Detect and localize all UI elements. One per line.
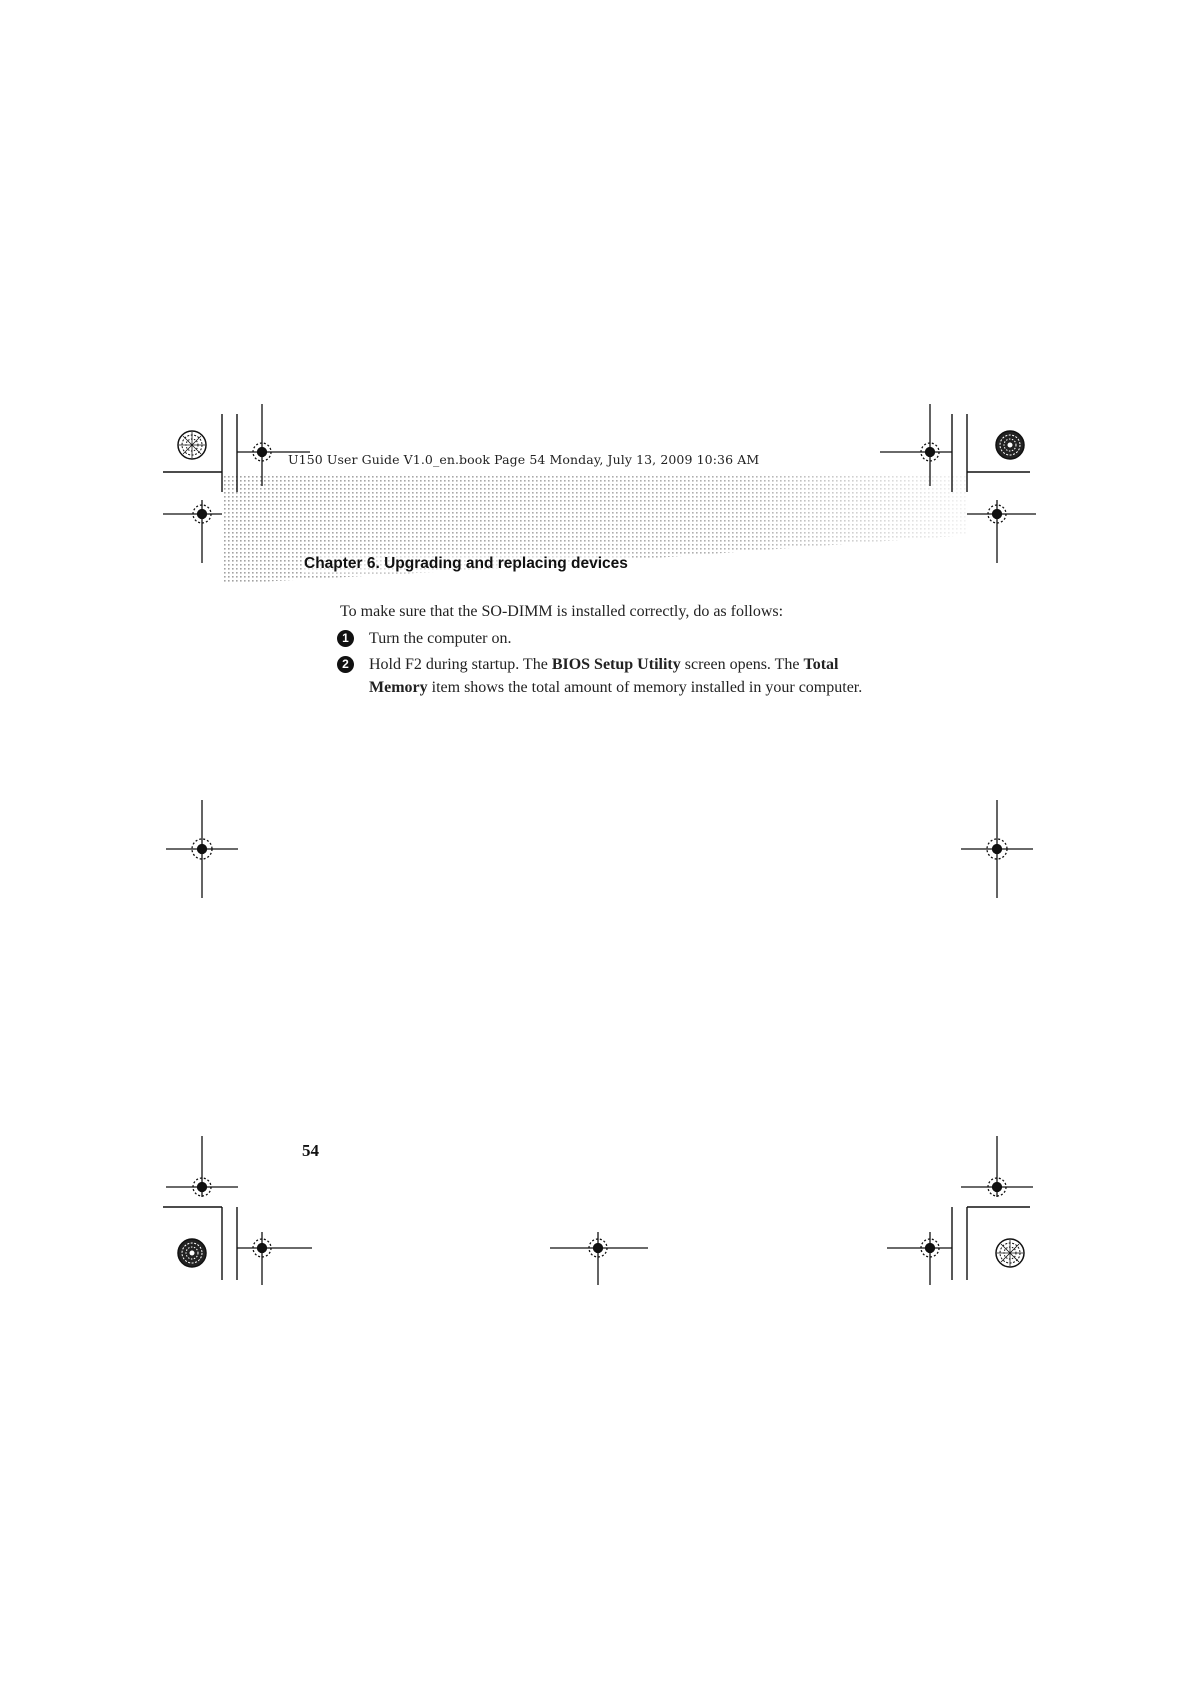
intro-paragraph: To make sure that the SO-DIMM is installed correctly, do as follows: [340,603,784,620]
step-text [369,653,869,699]
bios-setup-utility-term: BIOS Setup Utility [551,656,681,673]
step-text-segment: item shows the total amount of memory installed in your computer. [427,679,863,696]
page-number: 54 [302,1141,319,1160]
step-number-badge: 1 [337,630,354,647]
step-text-segment: Hold F2 during startup. The [369,656,552,673]
step-text-segment: screen opens. The [680,656,804,673]
step-number-badge: 2 [337,656,354,673]
total-memory-term: Total Memory [369,656,839,696]
running-header: U150 User Guide V1.0_en.book Page 54 Monday, July 13, 2009 10:36 AM [288,452,760,467]
step-text: Turn the computer on. [369,630,512,647]
chapter-title: Chapter 6. Upgrading and replacing devices [304,555,628,572]
